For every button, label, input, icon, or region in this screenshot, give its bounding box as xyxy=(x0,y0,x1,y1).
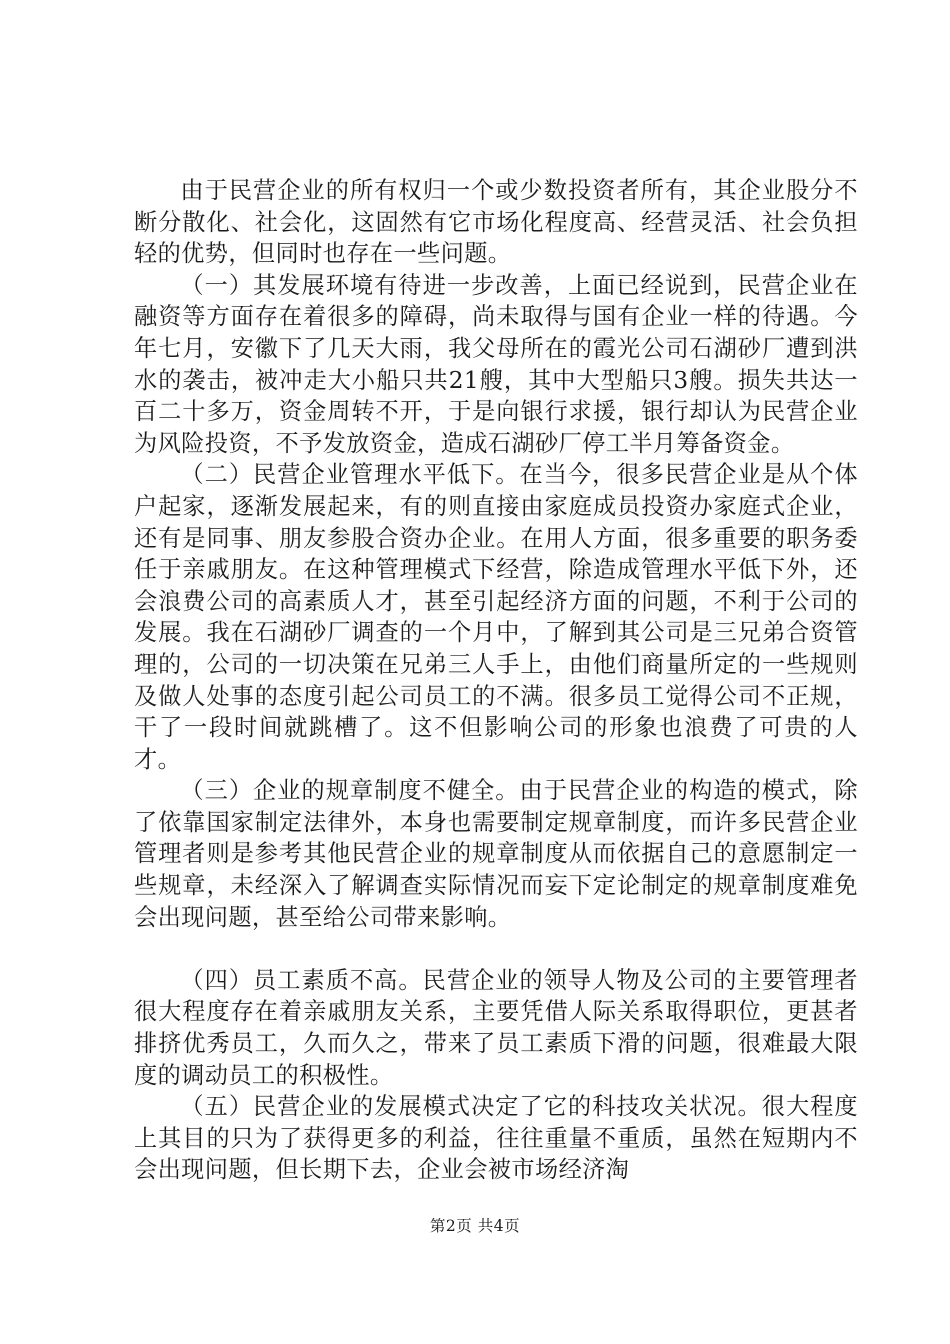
paragraph-4: （四）员工素质不高。民营企业的领导人物及公司的主要管理者很大程度存在着亲戚朋友关系，主要凭借人际关系取得职位，更甚者排挤优秀员工，久而久之，带来了员工素质下滑的问题，很难最大限度的调动员工的积极性。 xyxy=(134,966,858,1089)
paragraph-5: （五）民营企业的发展模式决定了它的科技攻关状况。很大程度上其目的只为了获得更多的利益，往往重量不重质，虽然在短期内不会出现问题，但长期下去，企业会被市场经济淘 xyxy=(134,1093,858,1184)
page-footer: 第2页 共4页 xyxy=(429,1217,521,1235)
paragraph-3: （三）企业的规章制度不健全。由于民营企业的构造的模式，除了依靠国家制定法律外，本身也需要制定规章制度，而许多民营企业管理者则是参考其他民营企业的规章制度从而依据自己的意愿制定一些规章，未经深入了解调查实际情况而妄下定论制定的规章制度难免会出现问题，甚至给公司带来影响。 xyxy=(134,777,858,931)
paragraph-intro: 由于民营企业的所有权归一个或少数投资者所有，其企业股分不断分散化、社会化，这固然有它市场化程度高、经营灵活、社会负担轻的优势，但同时也存在一些问题。 xyxy=(134,177,858,268)
document-body xyxy=(134,175,858,1186)
paragraph-2: （二）民营企业管理水平低下。在当今，很多民营企业是从个体户起家，逐渐发展起来，有的则直接由家庭成员投资办家庭式企业，还有是同事、朋友参股合资办企业。在用人方面，很多重要的职务委任于亲戚朋友。在这种管理模式下经营，除造成管理水平低下外，还会浪费公司的高素质人才，甚至引起经济方面的问题，不利于公司的发展。我在石湖砂厂调查的一个月中，了解到其公司是三兄弟合资管理的，公司的一切决策在兄弟三人手上，由他们商量所定的一些规则及做人处事的态度引起公司员工的不满。很多员工觉得公司不正规，干了一段时间就跳槽了。这不但影响公司的形象也浪费了可贵的人才。 xyxy=(134,461,858,773)
paragraph-1: （一）其发展环境有待进一步改善，上面已经说到，民营企业在融资等方面存在着很多的障碍，尚未取得与国有企业一样的待遇。今年七月，安徽下了几天大雨，我父母所在的霞光公司石湖砂厂遭到洪水的袭击，被冲走大小船只共21艘，其中大型船只3艘。损失共达一百二十多万，资金周转不开，于是向银行求援，银行却认为民营企业为风险投资，不予发放资金，造成石湖砂厂停工半月筹备资金。 xyxy=(134,271,858,457)
paragraph-spacer xyxy=(134,933,858,965)
